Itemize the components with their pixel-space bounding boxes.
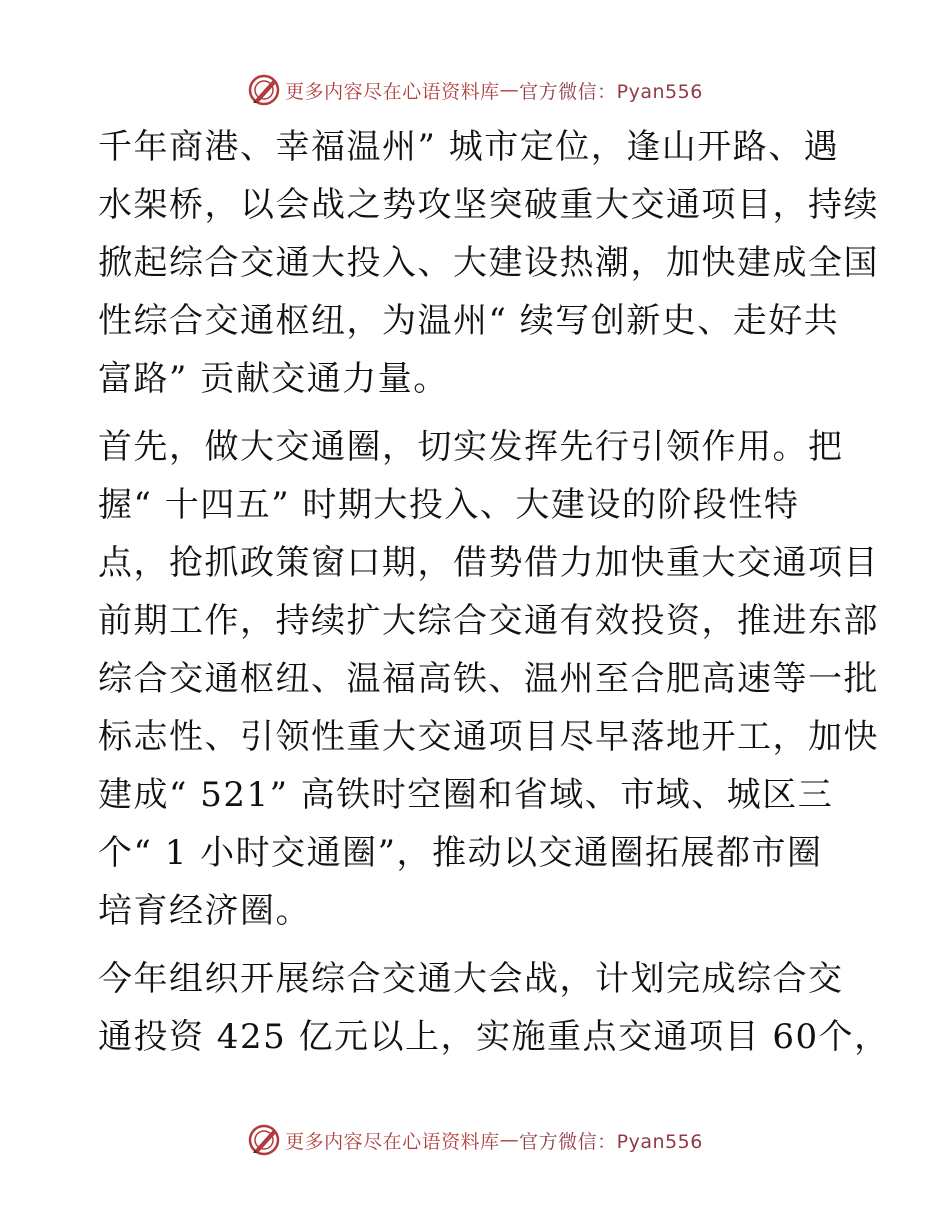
watermark-separator: — (499, 79, 520, 101)
text-line: 前期工作，持续扩大综合交通有效投资，推进东部 (98, 601, 879, 641)
text-line: 点，抢抓政策窗口期，借势借力加快重大交通项目 (98, 543, 879, 583)
text-line: 性综合交通枢纽，为温州“ 续写创新史、走好共 (98, 301, 840, 341)
document-body (98, 118, 890, 1066)
text-line: 综合交通枢纽、温福高铁、温州至合肥高速等一批 (98, 659, 879, 699)
text-line: 首先，做大交通圈，切实发挥先行引领作用。把 (98, 427, 844, 467)
text-line: 水架桥，以会战之势攻坚突破重大交通项目，持续 (98, 185, 879, 225)
paragraph-2 (98, 418, 879, 940)
text-line: 标志性、引领性重大交通项目尽早落地开工，加快 (98, 717, 879, 757)
text-line: 握“ 十四五” 时期大投入、大建设的阶段性特 (98, 485, 800, 525)
pen-logo-icon (247, 73, 281, 107)
paragraph-3 (98, 950, 890, 1066)
watermark-text: 更多内容尽在心语资料库 (285, 1130, 500, 1153)
watermark-separator: — (499, 1129, 520, 1151)
watermark-text: 更多内容尽在心语资料库 (285, 80, 500, 103)
text-line: 掀起综合交通大投入、大建设热潮，加快建成全国 (98, 243, 879, 283)
text-line: 千年商港、幸福温州” 城市定位，逢山开路、遇 (98, 127, 840, 167)
watermark-wechat: 官方微信：Pyan556 (519, 1130, 703, 1153)
text-line: 今年组织开展综合交通大会战，计划完成综合交 (98, 959, 844, 999)
text-line: 培育经济圈。 (98, 891, 311, 931)
watermark-wechat: 官方微信：Pyan556 (519, 80, 703, 103)
text-line: 通投资 425 亿元以上，实施重点交通项目 60个， (98, 1017, 890, 1057)
text-line: 个“ 1 小时交通圈”，推动以交通圈拓展都市圈 (98, 833, 823, 873)
pen-logo-icon (247, 1123, 281, 1157)
paragraph-1 (98, 118, 879, 408)
header-watermark (0, 70, 950, 110)
text-line: 建成“ 521” 高铁时空圈和省域、市域、城区三 (98, 775, 834, 815)
text-line: 富路” 贡献交通力量。 (98, 359, 449, 399)
footer-watermark (0, 1120, 950, 1160)
